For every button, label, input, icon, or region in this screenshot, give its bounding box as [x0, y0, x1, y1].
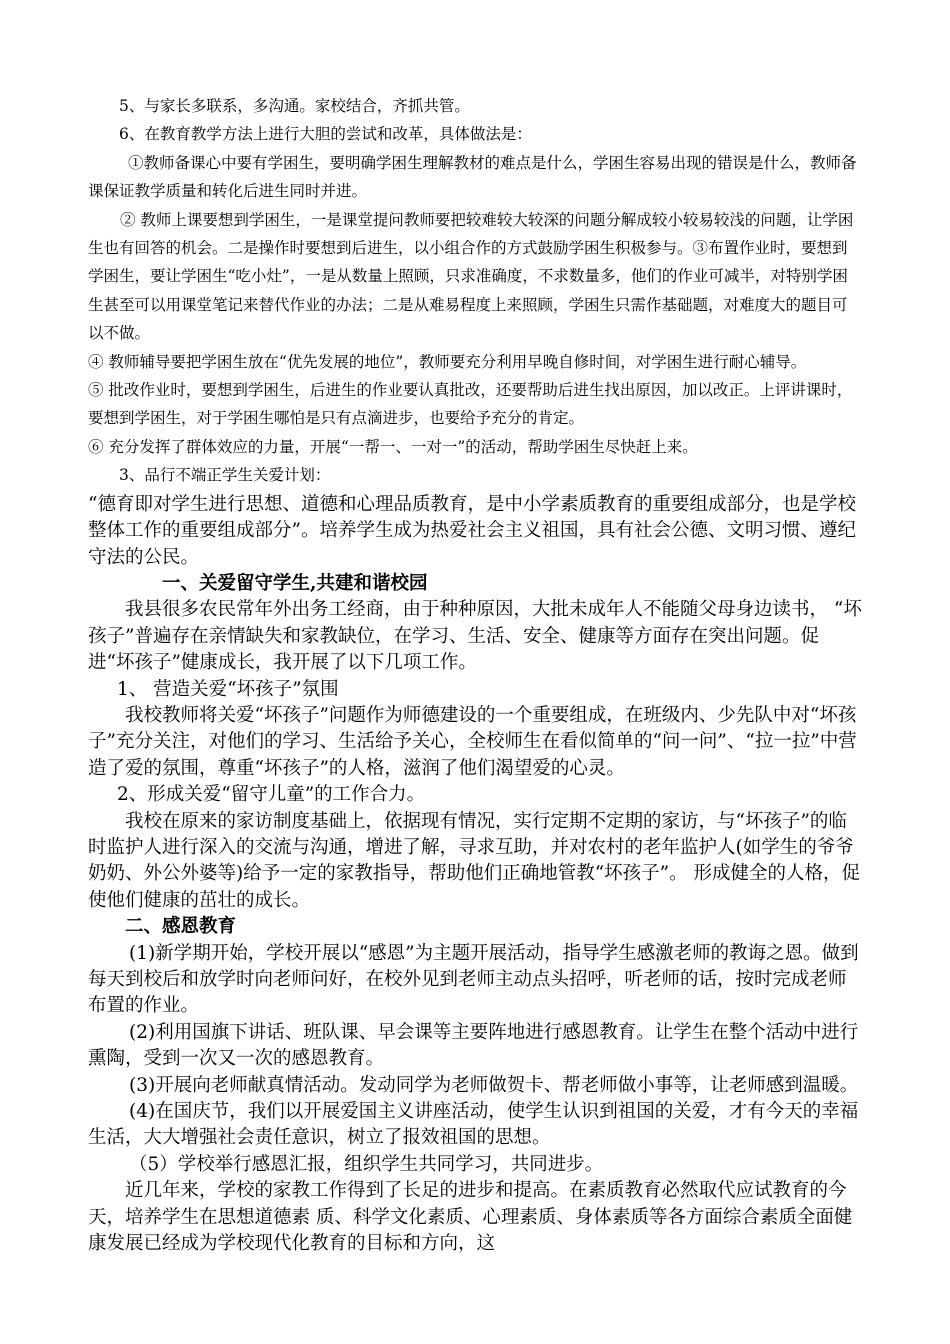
paragraph-county-situation: 我县很多农民常年外出务工经商，由于种种原因，大批未成年人不能随父母身边读书， “坏孩子”普遍存在亲情缺失和家教缺位，在学习、生活、安全、健康等方面存在突出问题。促进“坏孩子”健康成长，我开展了以下几项工作。 — [88, 599, 862, 674]
paragraph-gratitude-5: （5）学校举行感恩汇报，组织学生共同学习，共同进步。 — [129, 1153, 604, 1175]
paragraph-home-visits: 我校在原来的家访制度基础上，依据现有情况，实行定期不定期的家访，与“坏孩子”的临时监护人进行深入的交流与沟通，增进了解，寻求互助，并对农村的老年监护人(如学生的爷爷奶奶、外公外婆等)给予一定的家教指导，帮助他们正确地管教“坏孩子”。 形成健全的人格，促使他们健康的茁壮的成长。 — [88, 810, 861, 911]
paragraph-subheading-atmosphere: 1、 营造关爱“坏孩子”氛围 — [117, 678, 339, 700]
paragraph-subheading-synergy: 2、形成关爱“留守儿童”的工作合力。 — [117, 784, 426, 806]
paragraph-conduct-plan: 3、品行不端正学生关爱计划： — [119, 466, 331, 485]
document-body — [88, 92, 862, 1257]
paragraph-gratitude-2: (2)利用国旗下讲话、班队课、早会课等主要阵地进行感恩教育。让学生在整个活动中进行熏陶，受到一次又一次的感恩教育。 — [88, 1021, 859, 1070]
paragraph-lesson-prep: ①教师备课心中要有学困生，要明确学困生理解教材的难点是什么，学困生容易出现的错误是什么，教师备课保证教学质量和转化后进生同时并进。 — [88, 153, 857, 201]
paragraph-moral-education: “德育即对学生进行思想、道德和心理品质教育，是中小学素质教育的重要组成部分，也是学校整体工作的重要组成部分”。培养学生成为热爱社会主义祖国，具有社会公德、文明习惯、遵纪守法的公民。 — [88, 493, 856, 568]
section-heading-left-behind: 一、关爱留守学生,共建和谐校园 — [162, 572, 428, 594]
paragraph-item-6: 6、在教育教学方法上进行大胆的尝试和改革，具体做法是： — [119, 125, 532, 144]
paragraph-grading: ⑤ 批改作业时，要想到学困生，后进生的作业要认真批改，还要帮助后进生找出原因，加以改正。上评讲课时，要想到学困生，对于学困生哪怕是只有点滴进步，也要给予充分的肯定。 — [88, 381, 853, 428]
paragraph-tutoring: ④ 教师辅导要把学困生放在“优先发展的地位”，教师要充分利用早晚自修时间，对学困生进行耐心辅导。 — [88, 352, 807, 371]
paragraph-gratitude-4: (4)在国庆节，我们以开展爱国主义讲座活动，使学生认识到祖国的关爱，才有今天的幸福生活，大大增强社会责任意识，树立了报效祖国的思想。 — [88, 1101, 859, 1149]
paragraph-gratitude-3: (3)开展向老师献真情活动。发动同学为老师做贺卡、帮老师做小事等，让老师感到温暖。 — [129, 1074, 859, 1096]
paragraph-gratitude-1: (1)新学期开始，学校开展以“感恩”为主题开展活动，指导学生感激老师的教诲之恩。做到每天到校后和放学时向老师问好，在校外见到老师主动点头招呼，听老师的话，按时完成老师布置的作业。 — [88, 942, 859, 1017]
paragraph-class-and-homework: ② 教师上课要想到学困生，一是课堂提问教师要把较难较大较深的问题分解成较小较易较浅的问题，让学困生也有回答的机会。二是操作时要想到后进生，以小组合作的方式鼓励学困生积极参与。③布置作业时，要想到学困生，要让学困生“吃小灶”，一是从数量上照顾，只求准确度，不求数量多，他们的作业可减半，对特别学困生甚至可以用课堂笔记来替代作业的办法；二是从难易程度上来照顾，学困生只需作基础题，对难度大的题目可以不做。 — [88, 210, 854, 343]
paragraph-teacher-care: 我校教师将关爱“坏孩子”问题作为师德建设的一个重要组成，在班级内、少先队中对“坏孩子”充分关注，对他们的学习、生活给予关心，全校师生在看似简单的“问一问”、“拉一拉”中营造了爱的氛围，尊重“坏孩子”的人格，滋润了他们渴望爱的心灵。 — [88, 704, 857, 779]
paragraph-item-5: 5、与家长多联系，多沟通。家校结合，齐抓共管。 — [119, 97, 470, 115]
paragraph-group-effect: ⑥ 充分发挥了群体效应的力量，开展“一帮一、一对一”的活动，帮助学困生尽快赶上来。 — [88, 437, 698, 456]
paragraph-conclusion: 近几年来，学校的家教工作得到了长足的进步和提高。在素质教育必然取代应试教育的今天，培养学生在思想道德素 质、科学文化素质、心理素质、身体素质等各方面综合素质全面健 康发展已经成为学校现代化教育的目标和方向，这 — [88, 1180, 853, 1255]
section-heading-gratitude: 二、感恩教育 — [125, 916, 237, 938]
